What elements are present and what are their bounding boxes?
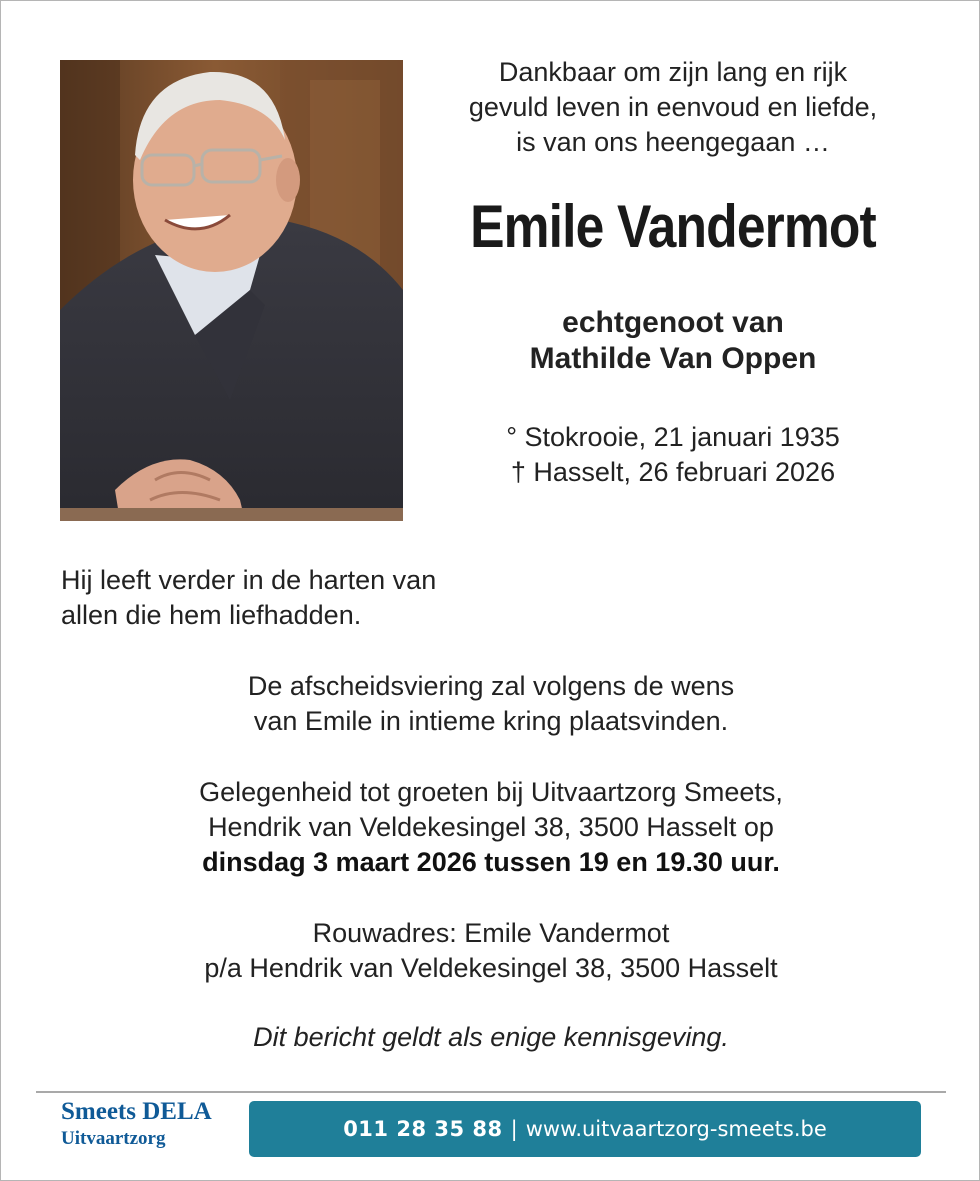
intro-line: Dankbaar om zijn lang en rijk (498, 57, 848, 87)
notice-text (61, 1020, 921, 1055)
spouse-name: Mathilde Van Oppen (529, 342, 817, 375)
footer-divider (36, 1091, 946, 1093)
contact-bar (249, 1101, 921, 1157)
death-date: † Hasselt, 26 februari 2026 (510, 457, 836, 487)
spouse-block (431, 305, 915, 377)
spouse-line: echtgenoot van (562, 306, 784, 339)
ceremony-line: De afscheidsviering zal volgens de wens (247, 671, 735, 701)
deceased-name: Emile Vandermot (470, 193, 876, 260)
memory-line: allen die hem liefhadden. (61, 600, 362, 630)
visitation-line: Gelegenheid tot groeten bij Uitvaartzorg Smeets, (199, 777, 783, 807)
intro-line: is van ons heengegaan … (516, 127, 830, 157)
logo-brand: Smeets DELA (61, 1098, 212, 1125)
intro-text (431, 55, 915, 160)
visitation-text (61, 775, 921, 880)
mourning-address (61, 916, 921, 986)
portrait-photo (60, 60, 403, 521)
visitation-line: Hendrik van Veldekesingel 38, 3500 Hasselt op (208, 812, 774, 842)
address-line: Rouwadres: Emile Vandermot (312, 918, 670, 948)
life-dates (431, 420, 915, 490)
ceremony-text (61, 669, 921, 739)
intro-line: gevuld leven in eenvoud en liefde, (468, 92, 878, 122)
funeral-home-logo (61, 1097, 251, 1151)
birth-date: ° Stokrooie, 21 januari 1935 (506, 422, 840, 452)
memory-line: Hij leeft verder in de harten van (61, 565, 437, 595)
contact-separator: | (510, 1117, 518, 1141)
address-line: p/a Hendrik van Veldekesingel 38, 3500 Hasselt (204, 953, 778, 983)
visitation-time: dinsdag 3 maart 2026 tussen 19 en 19.30 uur. (202, 847, 780, 877)
portrait-image (60, 60, 403, 521)
phone-number[interactable]: 011 28 35 88 (343, 1117, 503, 1141)
website-link[interactable]: www.uitvaartzorg-smeets.be (525, 1117, 827, 1141)
logo-subtitle: Uitvaartzorg (61, 1128, 166, 1149)
memory-text (61, 563, 521, 633)
ceremony-line: van Emile in intieme kring plaatsvinden. (253, 706, 729, 736)
notice-line: Dit bericht geldt als enige kennisgeving. (253, 1022, 729, 1052)
